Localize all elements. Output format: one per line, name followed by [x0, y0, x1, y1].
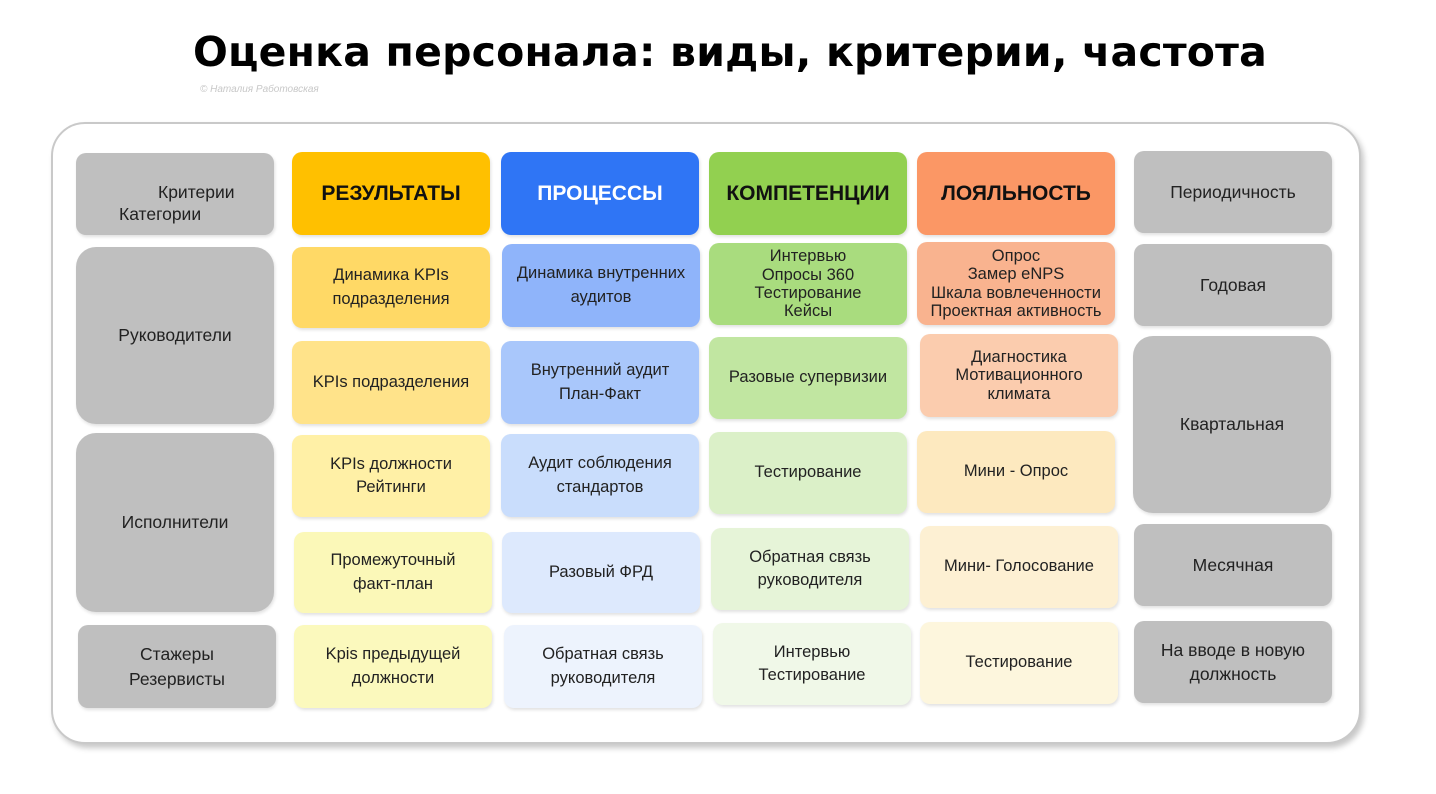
criteria-label: Критерии [158, 182, 235, 202]
loyalty-cell: Диагностика Мотивационного климата [920, 334, 1118, 417]
processes-cell: Разовый ФРД [502, 532, 700, 613]
processes-cell: Внутренний аудит План-Факт [501, 341, 699, 424]
results-cell: KPIs должности Рейтинги [292, 435, 490, 517]
loyalty-cell: Мини- Голосование [920, 526, 1118, 608]
periodicity-header: Периодичность [1134, 151, 1332, 233]
processes-cell: Аудит соблюдения стандартов [501, 434, 699, 517]
header-results: РЕЗУЛЬТАТЫ [292, 152, 490, 235]
results-cell: Динамика KPIs подразделения [292, 247, 490, 328]
results-cell: Промежуточный факт-план [294, 532, 492, 613]
category-executors: Исполнители [76, 433, 274, 612]
periodicity-quarterly: Квартальная [1133, 336, 1331, 513]
loyalty-cell: Опрос Замер eNPS Шкала вовлеченности Проектная активность [917, 242, 1115, 325]
header-loyalty: ЛОЯЛЬНОСТЬ [917, 152, 1115, 235]
loyalty-cell: Мини - Опрос [917, 431, 1115, 513]
results-cell: KPIs подразделения [292, 341, 490, 424]
header-competencies: КОМПЕТЕНЦИИ [709, 152, 907, 235]
periodicity-annual: Годовая [1134, 244, 1332, 326]
header-processes: ПРОЦЕССЫ [501, 152, 699, 235]
competencies-cell: Разовые супервизии [709, 337, 907, 419]
competencies-cell: Интервью Тестирование [713, 623, 911, 705]
periodicity-monthly: Месячная [1134, 524, 1332, 606]
processes-cell: Динамика внутренних аудитов [502, 244, 700, 327]
periodicity-on-entry: На вводе в новую должность [1134, 621, 1332, 703]
page-title: Оценка персонала: виды, критерии, частота [193, 28, 1267, 76]
category-trainees-reservists: Стажеры Резервисты [78, 625, 276, 708]
processes-cell: Обратная связь руководителя [504, 625, 702, 708]
categories-label: Категории [119, 204, 202, 224]
competencies-cell: Обратная связь руководителя [711, 528, 909, 610]
loyalty-cell: Тестирование [920, 622, 1118, 704]
competencies-cell: Интервью Опросы 360 Тестирование Кейсы [709, 243, 907, 325]
copyright-note: © Наталия Работовская [200, 84, 319, 95]
results-cell: Kpis предыдущей должности [294, 625, 492, 708]
category-managers: Руководители [76, 247, 274, 424]
competencies-cell: Тестирование [709, 432, 907, 514]
